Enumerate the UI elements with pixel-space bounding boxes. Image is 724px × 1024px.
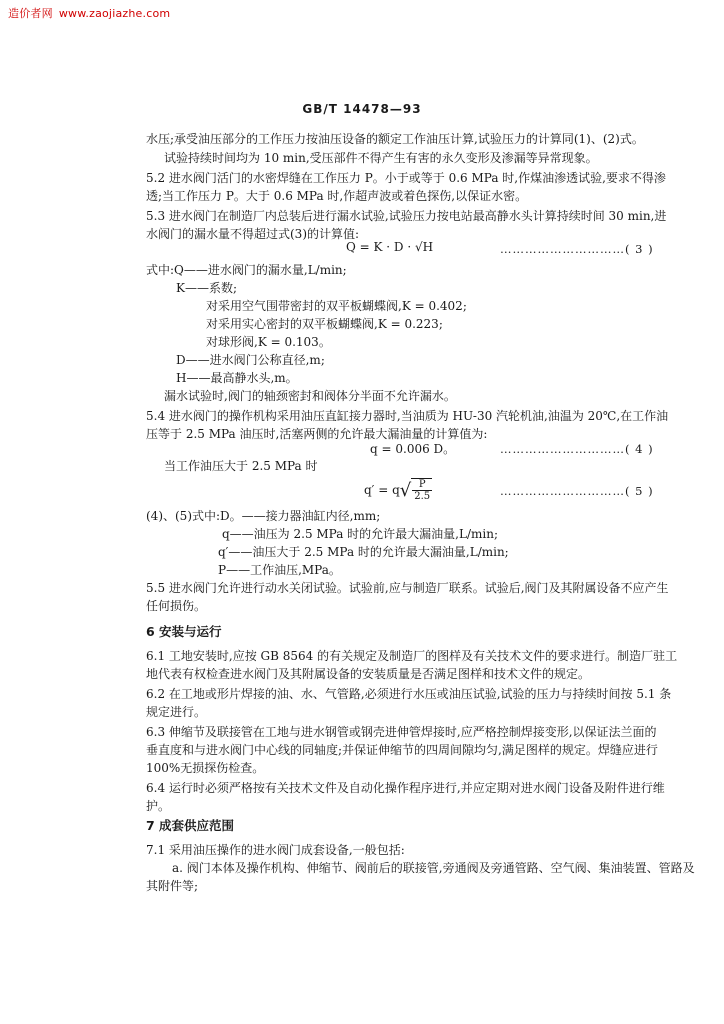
list-item-a: a. 阀门本体及操作机构、伸缩节、阀前后的联接管,旁通阀及旁通管路、空气阀、集油装置、管路及: [172, 861, 695, 875]
symbol-definition: D——进水阀门公称直径,m;: [176, 353, 325, 367]
clause-5-5-line: 任何损伤。: [146, 599, 207, 613]
clause-5-2-line: 透;当工作压力 P。大于 0.6 MPa 时,作超声波或着色探伤,以保证水密。: [146, 189, 528, 203]
coefficient-line: 对球形阀,K = 0.103。: [206, 335, 331, 349]
equation-4: q = 0.006 D。: [370, 442, 456, 456]
paragraph-line: 漏水试验时,阀门的轴颈密封和阀体分半面不允许漏水。: [164, 389, 456, 403]
section-7-heading: 7 成套供应范围: [146, 818, 235, 833]
clause-6-2-line: 6.2 在工地或形片焊接的油、水、气管路,必须进行水压或油压试验,试验的压力与持续时间按 5.1 条: [146, 687, 672, 701]
clause-5-4-line: 压等于 2.5 MPa 油压时,活塞两侧的允许最大漏油量的计算值为:: [146, 427, 488, 441]
site-name: 造价者网: [8, 7, 53, 20]
clause-6-4-line: 护。: [146, 799, 171, 813]
document-number: GB/T 14478—93: [302, 102, 422, 116]
clause-6-3-line: 100%无损探伤检查。: [146, 761, 265, 775]
clause-5-2-line: 5.2 进水阀门活门的水密焊缝在工作压力 P。小于或等于 0.6 MPa 时,作煤油渗透试验,要求不得渗: [146, 171, 666, 185]
clause-6-3-line: 垂直度和与进水阀门中心线的同轴度;并保证伸缩节的四周间隙均匀,满足图样的规定。焊缝应进行: [146, 743, 658, 757]
sqrt-symbol: √: [399, 480, 412, 501]
equation-5-numerator: P: [412, 479, 432, 491]
coefficient-line: 对采用实心密封的双平板蝴蝶阀,K = 0.223;: [206, 317, 443, 331]
paragraph-line: 试验持续时间均为 10 min,受压部件不得产生有害的永久变形及渗漏等异常现象。: [164, 151, 598, 165]
symbol-definition: K——系数;: [176, 281, 238, 295]
clause-6-1-line: 地代表有权检查进水阀门及其附属设备的安装质量是否满足图样和技术文件的规定。: [146, 667, 591, 681]
paragraph-line: 水压;承受油压部分的工作压力按油压设备的额定工作油压计算,试验压力的计算同(1)、(2)式。: [146, 132, 644, 146]
equation-3-number: …………………………( 3 ): [500, 242, 654, 256]
symbol-definition: q′——油压大于 2.5 MPa 时的允许最大漏油量,L/min;: [218, 545, 509, 559]
equation-5-lhs: q′ = q: [364, 483, 400, 497]
clause-7-1-line: 7.1 采用油压操作的进水阀门成套设备,一般包括:: [146, 843, 405, 857]
clause-6-2-line: 规定进行。: [146, 705, 207, 719]
site-url: www.zaojiazhe.com: [58, 7, 171, 20]
clause-6-3-line: 6.3 伸缩节及联接管在工地与进水钢管或钢壳进伸管焊接时,应严格控制焊接变形,以保证法兰面的: [146, 725, 657, 739]
equation-5-number: …………………………( 5 ): [500, 484, 654, 498]
symbol-definition: 式中:Q——进水阀门的漏水量,L/min;: [146, 263, 347, 277]
symbol-definition: P——工作油压,MPa。: [218, 563, 341, 577]
clause-6-1-line: 6.1 工地安装时,应按 GB 8564 的有关规定及制造厂的图样及有关技术文件的要求进行。制造厂驻工: [146, 649, 678, 663]
clause-5-3-line: 水阀门的漏水量不得超过式(3)的计算值:: [146, 227, 360, 241]
paragraph-line: 当工作油压大于 2.5 MPa 时: [164, 459, 318, 473]
clause-5-5-line: 5.5 进水阀门允许进行动水关闭试验。试验前,应与制造厂联系。试验后,阀门及其附属设备不应产生: [146, 581, 669, 595]
symbol-definition: H——最高静水头,m。: [176, 371, 298, 385]
clause-5-4-line: 5.4 进水阀门的操作机构采用油压直缸接力器时,当油质为 HU-30 汽轮机油,油温为 20℃,在工作油: [146, 409, 669, 423]
clause-6-4-line: 6.4 运行时必须严格按有关技术文件及自动化操作程序进行,并应定期对进水阀门设备及附件进行维: [146, 781, 665, 795]
symbol-definition: (4)、(5)式中:D。——接力器油缸内径,mm;: [146, 509, 381, 523]
equation-3: Q = K · D · √H: [346, 240, 434, 254]
symbol-definition: q——油压为 2.5 MPa 时的允许最大漏油量,L/min;: [222, 527, 499, 541]
coefficient-line: 对采用空气围带密封的双平板蝴蝶阀,K = 0.402;: [206, 299, 467, 313]
equation-4-number: …………………………( 4 ): [500, 442, 654, 456]
list-item-a: 其附件等;: [146, 879, 199, 893]
clause-5-3-line: 5.3 进水阀门在制造厂内总装后进行漏水试验,试验压力按电站最高静水头计算持续时间 30 min,进: [146, 209, 667, 223]
watermark-header: [8, 5, 170, 21]
equation-5-denominator: 2.5: [414, 491, 431, 502]
section-6-heading: 6 安装与运行: [146, 624, 222, 639]
equation-5: [364, 478, 432, 502]
